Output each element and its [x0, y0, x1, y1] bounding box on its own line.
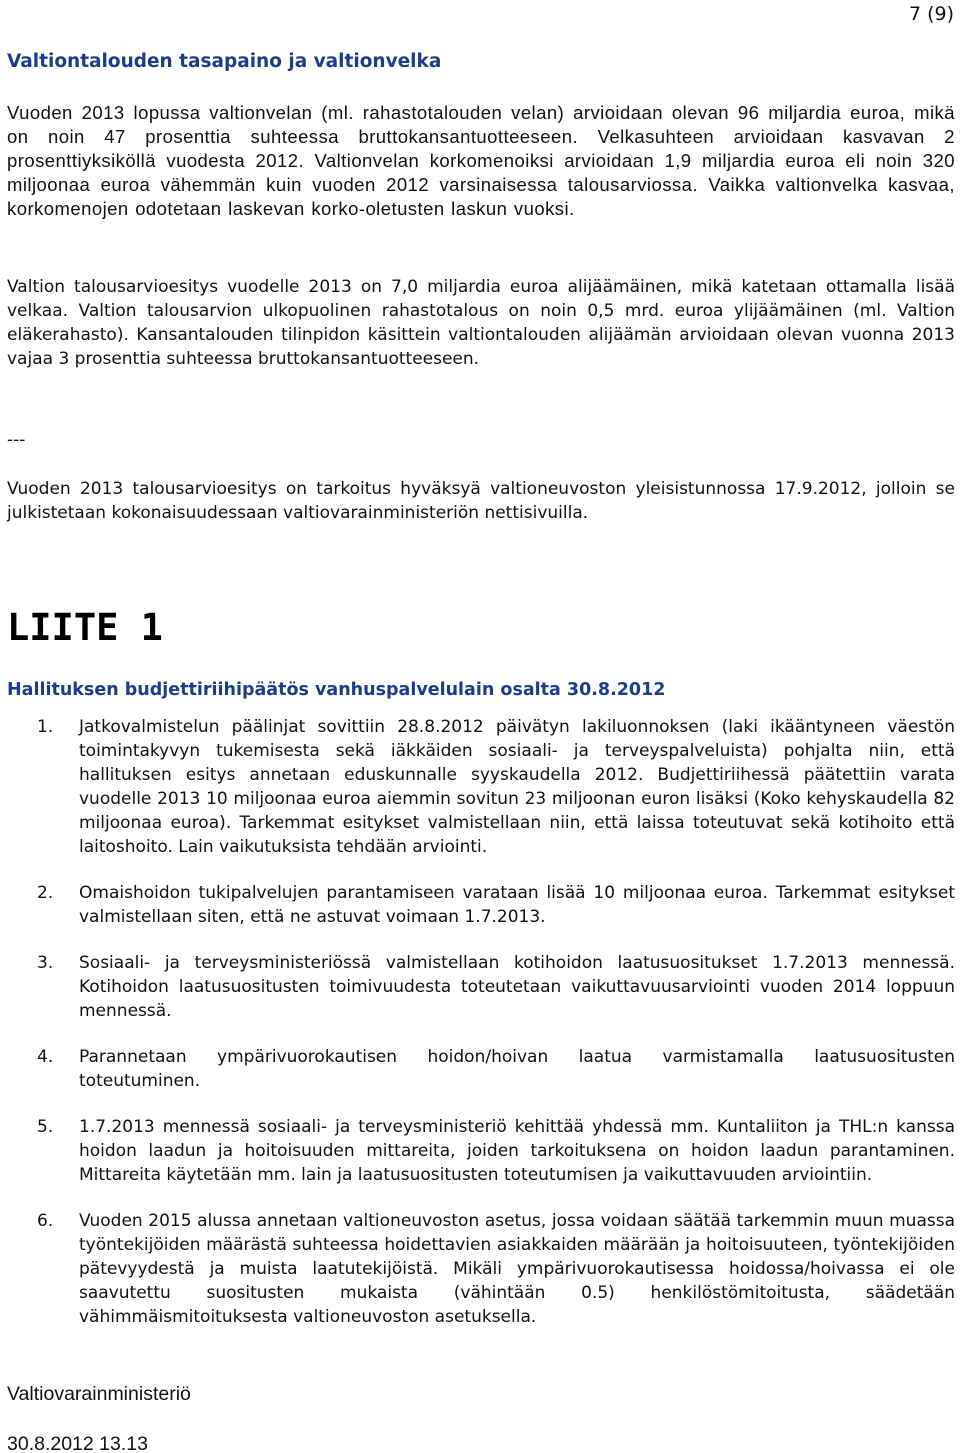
list-item	[7, 1115, 955, 1187]
list-item-text: 1.7.2013 mennessä sosiaali- ja terveysministeriö kehittää yhdessä mm. Kuntaliiton ja THL:n kanssa hoidon laadun ja hoitoisuuden mittareita, joiden tarkoituksena on hoidon laadun parantaminen. Mittareita käytetään mm. lain ja laatusuositusten toteutumisen ja vaikuttavuuden arviointiin.	[79, 1117, 955, 1185]
appendix-title: LIITE 1	[7, 606, 163, 649]
list-item-text: Omaishoidon tukipalvelujen parantamiseen varataan lisää 10 miljoonaa euroa. Tarkemmat esitykset valmistellaan siten, että ne astuvat voimaan 1.7.2013.	[79, 883, 955, 927]
list-item	[7, 881, 955, 929]
paragraph-budget-proposal: Valtion talousarvioesitys vuodelle 2013 on 7,0 miljardia euroa alijäämäinen, mikä katetaan ottamalla lisää velkaa. Valtion talousarvion ulkopuolinen rahastotalous on noin 0,5 mrd. euroa ylijäämäinen (ml. Valtion eläkerahasto). Kansantalouden tilinpidon käsittein valtiontalouden alijäämän arvioidaan olevan vuonna 2013 vajaa 3 prosenttia suhteessa bruttokansantuotteeseen.	[7, 277, 955, 369]
list-item	[7, 951, 955, 1023]
list-item-text: Jatkovalmistelun päälinjat sovittiin 28.8.2012 päivätyn lakiluonnoksen (laki ikääntyneen väestön toimintakyvyn tukemisesta sekä iäkkäiden sosiaali- ja terveyspalveluista) pohjalta niin, että hallituksen esitys annetaan eduskunnalle syyskaudella 2012. Budjettiriihessä päätettiin varata vuodelle 2013 10 miljoonaa euroa aiemmin sovitun 23 miljoonan euron lisäksi (Koko kehyskaudella 82 miljoonaa euroa). Tarkemmat esitykset valmistellaan niin, että laissa toteutuvat sekä kotihoito että laitoshoito. Lain vaikutuksista tehdään arviointi.	[79, 717, 955, 857]
separator: ---	[7, 430, 26, 450]
list-item-text: Parannetaan ympärivuorokautisen hoidon/hoivan laatua varmistamalla laatusuositusten toteutuminen.	[79, 1047, 955, 1091]
appendix-subheading: Hallituksen budjettiriihipäätös vanhuspalvelulain osalta 30.8.2012	[7, 680, 666, 700]
paragraph-debt: Vuoden 2013 lopussa valtionvelan (ml. rahastotalouden velan) arvioidaan olevan 96 miljardia euroa, mikä on noin 47 prosenttia suhteessa bruttokansantuotteeseen. Velkasuhteen arvioidaan kasvavan 2 prosenttiyksiköllä vuodesta 2012. Valtionvelan korkomenoiksi arvioidaan 1,9 miljardia euroa eli noin 320 miljoonaa euroa vähemmän kuin vuoden 2012 varsinaisessa talousarviossa. Vaikka valtionvelka kasvaa, korkomenojen odotetaan laskevan korko-oletusten laskun vuoksi.	[7, 102, 955, 219]
list-item-number: 5.	[37, 1117, 54, 1137]
footer-datetime: 30.8.2012 13.13	[7, 1433, 148, 1453]
list-item-number: 3.	[37, 953, 54, 973]
list-item-number: 2.	[37, 883, 54, 903]
list-item	[7, 1045, 955, 1093]
list-item-text: Vuoden 2015 alussa annetaan valtioneuvoston asetus, jossa voidaan säätää tarkemmin muun muassa työntekijöiden määrästä suhteessa hoidettavien asiakkaiden määrään ja hoitoisuuteen, työntekijöiden pätevyydestä ja muista laatutekijöistä. Mikäli ympärivuorokautisessa hoidossa/hoivassa ei ole saavutettu suositusten mukaista (vähintään 0.5) henkilöstömitoitusta, säädetään vähimmäismitoituksesta valtioneuvoston asetuksella.	[79, 1211, 955, 1327]
list-item	[7, 715, 955, 859]
list-item-number: 6.	[37, 1211, 54, 1231]
decision-list	[7, 715, 955, 1351]
footer-organization: Valtiovarainministeriö	[7, 1383, 191, 1405]
paragraph-publication: Vuoden 2013 talousarvioesitys on tarkoitus hyväksyä valtioneuvoston yleisistunnossa 17.9.2012, jolloin se julkistetaan kokonaisuudessaan valtiovarainministeriön nettisivuilla.	[7, 479, 955, 523]
list-item-text: Sosiaali- ja terveysministeriössä valmistellaan kotihoidon laatusuositukset 1.7.2013 mennessä. Kotihoidon laatusuositusten toimivuudesta toteutetaan vaikuttavuusarviointi vuoden 2014 loppuun mennessä.	[79, 953, 955, 1021]
page-number: 7 (9)	[908, 3, 954, 25]
list-item	[7, 1209, 955, 1329]
list-item-number: 4.	[37, 1047, 54, 1067]
section-heading: Valtiontalouden tasapaino ja valtionvelka	[7, 51, 442, 72]
list-item-number: 1.	[37, 717, 54, 737]
